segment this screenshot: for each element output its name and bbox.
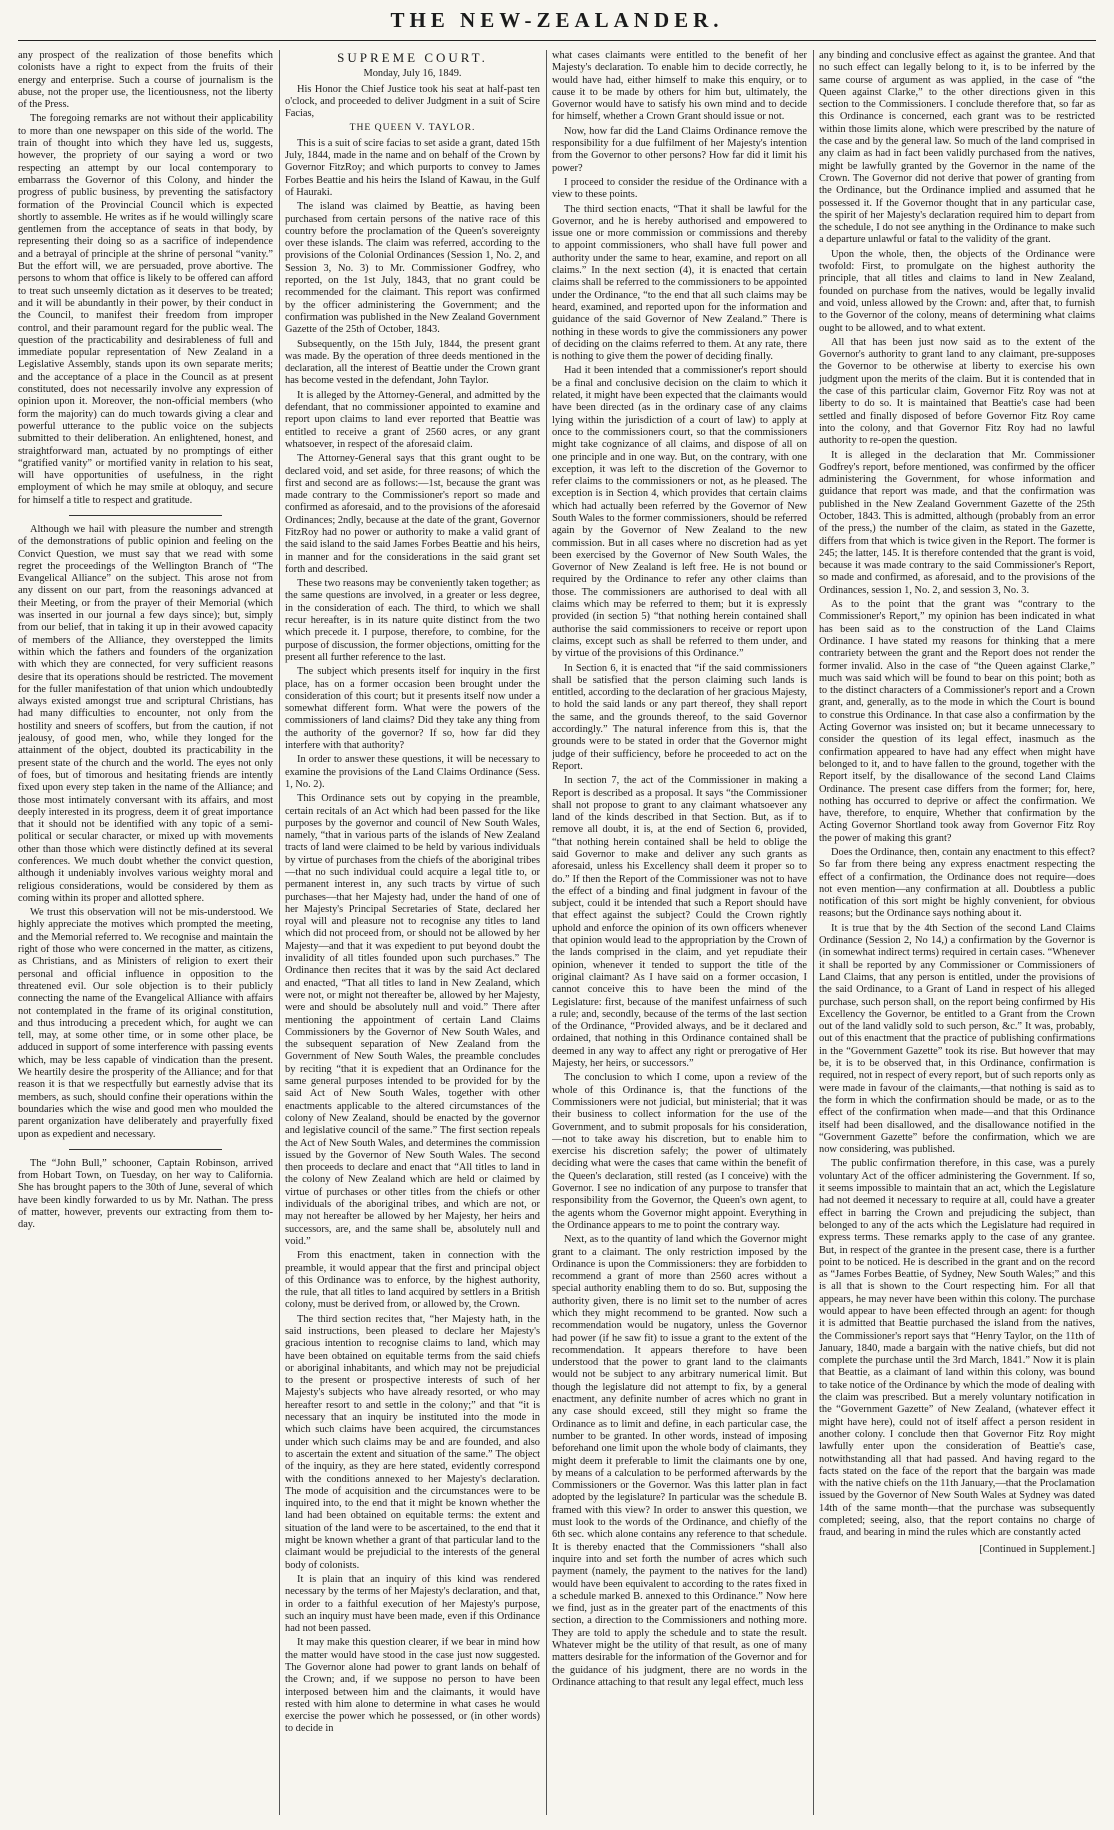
column-2 xyxy=(285,50,540,1820)
paragraph: All that has been just now said as to the extent of the Governor's authority to grant land to any claimant, pre-supposes the Governor to be otherwise at liberty to exercise his own judgment upon the merits of the claim. But it is contended that in the case of this particular claim, Governor Fitz Roy was not at liberty to do so. It is maintained that Beattie's case had been settled and finally disposed of before Governor Fitz Roy came into the colony, and that Governor Fitz Roy had no lawful authority to re-open the question. xyxy=(819,336,1095,447)
paragraph: The public confirmation therefore, in this case, was a purely voluntary Act of the officer administering the Government. If so, it seems impossible to maintain that an act, which the Legislature had not deemed it necessary to require at all, could have a greater effect in barring the Crown and prejudicing the subject, than belonged to any of the acts which the Legislature had required in express terms. These remarks apply to the case of any grantee. But, in respect of the grantee in the present case, there is a further point to be noticed. He is described in the grant and on the record as “James Forbes Beattie, of Sydney, New South Wales;” and this is all that is shown to the Court respecting him. For all that appears, he may never have been within this colony. The purchase would appear to have been effected through an agent: for though it is admitted that Beattie purchased the island from the natives, the Commissioner's report says that “Henry Taylor, on the 11th of January, 1840, made a bargain with the native chiefs, but did not complete the purchase until the 3rd March, 1841.” Now it is plain that Beattie, as a claimant of land within this colony, was bound to take notice of the Ordinance by which the mode of dealing with the claim was prescribed. But a merely voluntary notification in the “Government Gazette” of New Zealand, (whatever effect it might have here), could not of itself affect a person resident in another colony. I conclude then that Governor Fitz Roy might lawfully enter upon the consideration of Beattie's case, notwithstanding all that had passed. And having regard to the facts stated on the face of the report that the bargain was made with the native chiefs on the 11th January,—that the Proclamation issued by the Governor of New South Wales at Sydney was dated 14th of the same month—that the purchase was subsequently completed; seeing, also, that the report contains no charge of fraud, and bearing in mind the rules which are constantly acted xyxy=(819,1158,1095,1539)
paragraph: The conclusion to which I come, upon a review of the whole of this Ordinance is, that the functions of the Commissioners were not judicial, but ministerial; that it was their business to collect information for the use of the Government, and to submit proposals for his consideration,—not to take away his discretion, but to enable him to exercise his discretion safely; the power of ultimately deciding what were the cases that came within the benefit of the Queen's declaration, still rested (as I conceive) with the Governor. I see no indication of any purpose to transfer that responsibility from the Governor, the Queen's own agent, to the agents whom the Governor might appoint. Everything in the Ordinance appears to me to point the contrary way. xyxy=(552,1072,807,1231)
paragraph: Subsequently, on the 15th July, 1844, the present grant was made. By the operation of three deeds mentioned in the declaration, all the interest of Beattie under the Crown grant has become vested in the defendant, John Taylor. xyxy=(285,338,540,387)
paragraph: Next, as to the quantity of land which the Governor might grant to a claimant. The only restriction imposed by the Ordinance is upon the Commissioners: they are forbidden to recommend a grant of more than 2560 acres without a special authority enabling them to do so. But, supposing the authority given, there is no limit set to the number of acres which they might recommend to be granted. Now such a recommendation would be nugatory, unless the Governor had power (if he saw fit) to issue a grant to the extent of the recommendation. It appears therefore to have been understood that the power to grant land to the claimants would not be subject to any arbitrary numerical limit. But though the legislature did not attempt to fix, by a general enactment, any definite number of acres which no grant in any case should exceed, still they might so frame the Ordinance as to limit and define, in each particular case, the number to be granted. In other words, instead of imposing beforehand one limit upon the whole body of claimants, they might deem it preferable to limit the claimants one by one, by means of a calculation to be performed afterwards by the Commissioners or the Governor. Was this latter plan in fact adopted by the legislature? In particular was the schedule B. framed with this view? In order to answer this question, we must look to the words of the Ordinance, and chiefly of the 6th sec. which alone contains any reference to that schedule. It is thereby enacted that the Commissioners “shall also inquire into and set forth the number of acres which such payment (namely, the payment to the natives for the land) would have been equivalent to according to the rates fixed in a schedule marked B. annexed to this Ordinance.” Now here we find, just as in the greater part of the enactments of this section, a direction to the Commissioners and nothing more. They are told to apply the schedule and to state the result. Whatever might be the utility of that result, as one of many matters desirable for the information of the Governor and for the guidance of his judgment, there are no words in the Ordinance attaching to that result any legal effect, much less xyxy=(552,1234,807,1688)
paragraph: Does the Ordinance, then, contain any enactment to this effect? So far from there being any express enactment respecting the effect of a confirmation, the Ordinance does not require—does not even mention—any confirmation at all. Doubtless a public notification of this sort might be highly convenient, for obvious reasons; but the Ordinance says nothing about it. xyxy=(819,847,1095,920)
paragraph: It is alleged by the Attorney-General, and admitted by the defendant, that no commissioner appointed to examine and report upon claims to land ever reported that Beattie was entitled to receive a grant of 2560 acres, or any grant whatsoever, in respect of the aforesaid claim. xyxy=(285,389,540,450)
article-separator xyxy=(69,515,222,516)
paragraph: The subject which presents itself for inquiry in the first place, has on a former occasion been brought under the consideration of this court; but it presents itself now under a somewhat different form. What were the powers of the commissioners of land claims? Did they take any thing from the authority of the governor? If so, how far did they interfere with that authority? xyxy=(285,666,540,752)
paragraph: The island was claimed by Beattie, as having been purchased from certain persons of the native race of this country before the proclamation of the Queen's sovereignty over these islands. The claim was referred, according to the provisions of the Colonial Ordinances (Session 1, No. 2, and Session 3, No. 3) to Mr. Commissioner Godfrey, who reported, on the 1st July, 1843, that no grant could be recommended for the claimant. This report was confirmed by the officer administering the Government; and the confirmation was published in the New Zealand Government Gazette of the 25th of October, 1843. xyxy=(285,201,540,336)
continuation-note: [Continued in Supplement.] xyxy=(979,1543,1095,1555)
column-rule xyxy=(546,50,547,1815)
paragraph: what cases claimants were entitled to the benefit of her Majesty's declaration. To enable him to decide correctly, he would have had, either himself to make this enquiry, or to cause it to be made by others for him but, ultimately, the Governor would have to satisfy his own mind and to decide for himself, whether a Crown Grant should issue or not. xyxy=(552,50,807,123)
paragraph: Had it been intended that a commissioner's report should be a final and conclusive decision on the claim to which it related, it might have been expected that the claimants would have been directed (as in the ordinary case of any claims lying within the jurisdiction of a court of law) to apply at once to the commissioners court, so that the commissioners might take cognizance of all claims, and dispose of all on one principle and in one way. But, on the contrary, with one exception, it was left to the discretion of the Governor to refer claims to the commissioners or not, as he pleased. The exception is in Section 4, which provides that certain claims which had actually been referred by the Governor of New South Wales to the former commissioners, should be referred again by the Governor of New Zealand to the new commission. But in all cases where no discretion had as yet been exercised by the Governor of New South Wales, the Governor of New Zealand is left free. He is not bound or required by the Ordinance to refer any other claims than those. The commissioners are authorised to deal with all claims which may be referred to them; but it is expressly provided (in section 5) “that nothing herein contained shall authorise the said commissioners to receive or report upon claims, except such as shall be referred to them under, and by virtue of the provisions of this Ordinance.” xyxy=(552,365,807,660)
paragraph: I proceed to consider the residue of the Ordinance with a view to these points. xyxy=(552,176,807,201)
paragraph: The third section enacts, “That it shall be lawful for the Governor, and he is hereby authorised and empowered to issue one or more commission or commissions and thereby to appoint commissioners, who shall have full power and authority under the same to hear, examine, and report on all claims.” In the next section (4), it is enacted that certain claims shall be referred to the commissioners to be appointed under the Ordinance, “to the end that all such claims may be heard, examined, and reported upon for the information and guidance of the said Governor of New Zealand.” There is nothing in these words to give the commissioners any power of deciding on the claims referred to them. At any rate, there is nothing to give them the power of deciding finally. xyxy=(552,203,807,363)
paragraph: It is plain that an inquiry of this kind was rendered necessary by the terms of her Majesty's declaration, and that, in order to a faithful execution of her Majesty's purpose, such an inquiry must have been made, even if this Ordinance had not been passed. xyxy=(285,1573,540,1635)
case-title: THE QUEEN V. TAYLOR. xyxy=(349,122,476,134)
paragraph: From this enactment, taken in connection with the preamble, it would appear that the first and principal object of this Ordinance was to enforce, by the highest authority, the rule, that all titles to land acquired by settlers in a British colony, must be derived from, or allowed by, the Crown. xyxy=(285,1250,540,1311)
paragraph: The “John Bull,” schooner, Captain Robinson, arrived from Hobart Town, on Tuesday, on her way to California. She has brought papers to the 30th of June, several of which have been kindly forwarded to us by Mr. Nathan. The press of matter, however, prevents our extracting from them to-day. xyxy=(18,1157,273,1231)
column-rule xyxy=(279,50,280,1815)
paragraph: This is a suit of scire facias to set aside a grant, dated 15th July, 1844, made in the name and on behalf of the Crown by Governor FitzRoy; and which purports to convey to James Forbes Beattie and his heirs the Island of Kawau, in the Gulf of Hauraki. xyxy=(285,137,540,198)
paragraph: In section 7, the act of the Commissioner in making a Report is described as a proposal. It says “the Commissioner shall not propose to grant to any claimant whatsoever any land of the kinds described in that Section. But, as if to remove all doubt, it is, at the end of Section 6, provided, “that nothing herein contained shall be held to oblige the said Governor to make and deliver any such grants as aforesaid, unless his Excellency shall deem it proper so to do.” If then the Report of the Commissioner was not to have the effect of a binding and final judgment in favour of the subject, could it be intended that such a Report should have that effect against the subject? Could the Crown rightly uphold and enforce the opinion of its own officers whenever that opinion would lead to the appropriation by the Crown of the lands comprised in the claim, and yet repudiate their opinion, whenever it tended to support the title of the original claimant? As I have said on a former occasion, I cannot conceive this to have been the mind of the Legislature: first, because of the manifest unfairness of such a rule; and, secondly, because of the terms of the last section of the Ordinance, “Provided always, and be it declared and ordained, that nothing in this Ordinance contained shall be deemed in any way to affect any right or prerogative of Her Majesty, her heirs, or successors.” xyxy=(552,775,807,1070)
paragraph: In Section 6, it is enacted that “if the said commissioners shall be satisfied that the person claiming such lands is entitled, according to the declaration of her gracious Majesty, to hold the said lands or any part thereof, they shall report the same, and the grounds thereof, to the said Governor accordingly.” The natural inference from this is, that the grounds were to be stated in order that the Governor might judge of their sufficiency, before he proceeded to act on the Report. xyxy=(552,662,807,772)
paragraph: The foregoing remarks are not without their applicability to more than one newspaper on this side of the world. The train of thought into which they have led us, suggests, however, the propriety of our saying a word or two respecting an attempt by our local contemporary to embarrass the Governor of this Colony, and hinder the progress of public business, by preventing the satisfactory formation of the Provincial Council which is expected shortly to assemble. He writes as if he would willingly scare gentlemen from the acceptance of seats in that body, by representing their doing so as a sacrifice of independence and a betrayal of principle at the shrine of personal “vanity.” But the effort will, we are persuaded, prove abortive. The persons to whom that office is likely to be offered can afford to treat such unseemly dictation as it deserves to be treated; and it will be abundantly in their power, by their conduct in the Council, to manifest their freedom from improper control, and their paramount regard for the public weal. The question of the practicability and desirableness of full and immediate popular representation of New Zealand in a Legislative Assembly, stands upon its own separate merits; and the acceptance of a place in the Council as at present constituted, does not necessarily involve any expression of opinion upon it. Moreover, the non-official members (who form the majority) can do much towards giving a clear and powerful utterance to the public voice on the subjects submitted to their deliberation. An enlightened, honest, and straightforward man, actuated by no promptings of either “gratified vanity” or mortified vanity in relation to his seat, will have opportunities of usefulness, in the right employment of which he may smile at obloquy, and secure for himself a title to respect and gratitude. xyxy=(18,113,273,506)
paragraph: This Ordinance sets out by copying in the preamble, certain recitals of an Act which had been passed for the like purposes by the governor and council of New South Wales, namely, “that in various parts of the islands of New Zealand tracts of land were claimed to be held by various individuals by virtue of purchases from the chiefs of the aboriginal tribes—that no such individual could acquire a legal title to, or permanent interest in, any such tracts by virtue of such purchases—that her Majesty had, under the hand of one of her Majesty's Principal Secretaries of State, declared her royal will and pleasure not to recognise any titles to land which did not proceed from, or should not be allowed by her Majesty—and that it was expedient to put beyond doubt the invalidity of all titles founded upon such purchases.” The Ordinance then recites that it was by the said Act declared and enacted, “That all titles to land in New Zealand, which were not, or might not thereafter be, allowed by her Majesty, were and should be absolutely null and void.” There after mentioning the appointment of certain Land Claims Commissioners by the Governor of New South Wales, and the subsequent separation of New Zealand from the Government of New South Wales, the preamble concludes by reciting “that it is expedient that an Ordinance for the same general purposes intended to be provided for by the said Act of New South Wales, together with other enactments applicable to the altered circumstances of the colony of New Zealand, should be enacted by the governor and legislative council of the same.” The first section repeals the Act of New South Wales, and determines the commission issued by the Governor of New South Wales. The second then proceeds to declare and enact that “All titles to land in the colony of New Zealand which are held or claimed by virtue of purchases or other titles from the chiefs or other individuals of the aboriginal tribes, and which are not, or may not hereafter be allowed by her Majesty, her heirs and successors, are, and the same shall be, absolutely null and void.” xyxy=(285,793,540,1247)
column-4 xyxy=(819,50,1095,1820)
section-heading: SUPREME COURT. xyxy=(337,50,488,65)
paragraph: It is alleged in the declaration that Mr. Commissioner Godfrey's report, before mentioned, was confirmed by the officer administering the Government, for whose information and guidance that report was made, and that the confirmation was published in the New Zealand Government Gazette of the 25th October, 1843. This is admitted, although (probably from an error of the press,) the number of the claim, as stated in the Gazette, differs from that which is twice given in the Report. The former is 245; the latter, 145. It is therefore contended that the grant is void, because it was made contrary to the said Commissioner's Report, so made and confirmed, as aforesaid, and to the provisions of the Ordinances, session 1, No. 2, and session 3, No. 3. xyxy=(819,449,1095,596)
column-rule xyxy=(813,50,814,1815)
paragraph: We trust this observation will not be mis-understood. We highly appreciate the motives which prompted the meeting, and the Memorial referred to. We recognise and maintain the right of those who were concerned in the matter, as citizens, as Christians, and as Ministers of religion to exert their personal and official influence in opposition to the threatened evil. Our sole objection is to their publicly connecting the name of the Evangelical Alliance with affairs not contemplated in the frame of its original constitution, and thus introducing a precedent which, for aught we can tell, may, at some other time, or in some other place, be adduced in support of some interference with passing events which, may be less capable of vindication than the present. We heartily desire the prosperity of the Alliance; and for that reason it is that we respectfully but earnestly advise that its members, as such, should confine their operations within the boundaries which the wise and good men who moulded the parent organization have deliberately and prayerfully fixed upon as expedient and necessary. xyxy=(18,907,273,1140)
masthead-rule xyxy=(18,40,1096,41)
dateline: Monday, July 16, 1849. xyxy=(363,68,462,80)
paragraph: The Attorney-General says that this grant ought to be declared void, and set aside, for three reasons; of which the first and second are as follows:—1st, because the grant was made contrary to the Commissioner's report so made and confirmed as aforesaid, and to the provisions of the aforesaid Ordinances; 2ndly, because at the date of the grant, Governor FitzRoy had no power or authority to make a valid grant of the said island to the said James Forbes Beattie and his heirs, in manner and for the considerations in the said grant set forth and described. xyxy=(285,453,540,575)
newspaper-title: THE NEW-ZEALANDER. xyxy=(390,8,724,32)
paragraph: Although we hail with pleasure the number and strength of the demonstrations of public opinion and feeling on the Convict Question, we must say that we read with some regret the proceedings of the Wellington Branch of “The Evangelical Alliance” on the subject. This arose not from any dissent on our part, from the reasonings advanced at their Meeting, or from the prayer of their Memorial (which was inserted in our journal a few days since); but, simply from our belief, that in taking it up in their avowed capacity of members of the Alliance, they overstepped the limits within which the fathers and founders of the organization with which they are connected, for very sufficient reasons desire that its operations should be restricted. The movement for the fuller manifestation of that union which undoubtedly always existed amongst true and scriptural Christians, has had many difficulties to encounter, not only from the hostility and sneers of scoffers, but from the caution, if not jealousy, of good men, who, while they longed for the attainment of the object, doubted its practicability in the present state of the church and the world. The eyes not only of foes, but of timorous and hesitating friends are intently fixed upon every step taken in the name of the Alliance; and those most intimately conversant with its affairs, and most deeply interested in its progress, deem it of great importance that it should not be identified with any topic of a semi-political or secular character, or mixed up with movements other than those which were distinctly defined at its several conferences. We much doubt whether the convict question, although it undeniably involves various weighty moral and religious considerations, would be considered by them as coming within its proper and allotted sphere. xyxy=(18,523,273,904)
paragraph: It may make this question clearer, if we bear in mind how the matter would have stood in the case just now suggested. The Governor alone had power to grant lands on behalf of the Crown; and, if we suppose no person to have been interposed between him and the claimants, it would have rested with him alone to determine in what cases he would exercise the power which he possessed, or (in other words) to decide in xyxy=(285,1637,540,1735)
paragraph: Now, how far did the Land Claims Ordinance remove the responsibility for a due fulfilment of her Majesty's intention from the Governor to other persons? How far did it limit his power? xyxy=(552,125,807,174)
column-1 xyxy=(18,50,273,1820)
paragraph: any prospect of the realization of those benefits which colonists have a right to expect from the fruits of their energy and enterprise. Such a course of journalism is the abuse, not the proper use, the licentiousness, not the liberty of the Press. xyxy=(18,50,273,111)
article-separator xyxy=(69,1149,222,1150)
paragraph: These two reasons may be conveniently taken together; as the same questions are involved, in a greater or less degree, in the consideration of each. The third, to which we shall recur hereafter, is in its nature quite distinct from the two which precede it. I purpose, therefore, to combine, for the purpose of discussion, the former objections, omitting for the present all further reference to the last. xyxy=(285,578,540,663)
paragraph: any binding and conclusive effect as against the grantee. And that no such effect can legally belong to it, is to be inferred by the same course of argument as was applied, in the case of “the Queen against Clarke,” to the other directions given in this section to the Commissioners. I conclude therefore that, so far as this Ordinance is concerned, each grant was to be restricted within those limits alone, which were prescribed by the nature of the case and by the general law. So much of the land comprised in any claim as had in fact been validly purchased from the natives, might be lawfully granted by the Governor in the name of the Crown. The Governor did not derive that power of granting from the Ordinance, but the Ordinance implied and assumed that he possessed it. If the Governor thought that in any particular case, the spirit of her Majesty's declaration required him to depart from the schedule, I do not see anything in the Ordinance to make such a departure unlawful or fatal to the validity of the grant. xyxy=(819,50,1095,246)
paragraph: His Honor the Chief Justice took his seat at half-past ten o'clock, and proceeded to deliver Judgment in a suit of Scire Facias, xyxy=(285,83,540,120)
paragraph: As to the point that the grant was “contrary to the Commissioner's Report,” my opinion has been indicated in what has been said as to the construction of the Land Claims Ordinance. I have stated my reasons for thinking that a mere contrariety between the grant and the Report does not render the former invalid. Also in the case of “the Queen against Clarke,” much was said which will be found to bear on this point; both as to the distinct characters of a Commissioner's report and a Crown grant, and, generally, as to the mode in which the Court is bound to construe this Ordinance. In that case also a confirmation by the Acting Governor was insisted on; but it became unnecessary to consider the question of its legal effect, inasmuch as the confirmation appeared to have had any effect when might have belonged to it, and to have fallen to the ground, together with the Report itself, by the disallowance of the second Land Claims Ordinance. The present case differs from the former; for, here, nothing has occurred to deprive or affect the confirmation. We have, therefore, to enquire, Whether that confirmation by the Acting Governor Shortland took away from Governor Fitz Roy the power of making this grant? xyxy=(819,599,1095,844)
paragraph: In order to answer these questions, it will be necessary to examine the provisions of the Land Claims Ordinance (Sess. 1, No. 2). xyxy=(285,754,540,790)
paragraph: It is true that by the 4th Section of the second Land Claims Ordinance (Session 2, No 14,) a confirmation by the Governor is (in somewhat indirect terms) required in certain cases. “Whenever it shall be reported by any Commissioner or Commissioners of Land Claims, that any person is entitled, under the provisions of the said Ordinance, to a Grant of Land in respect of his alleged purchase, such person shall, on the report being confirmed by His Excellency the Governor, be entitled to a Grant from the Crown out of the land validly sold to such person, &c.” It was, probably, out of this enactment that the practice of publishing confirmations in the “Government Gazette” took its rise. But however that may be, it is to be observed that, in this Ordinance, confirmation is required, not in respect of every report, but of such reports only as were made in favour of the claimants,—that nothing is said as to the form in which the confirmation should be made, or as to the effect of the confirmation when made—and that this Ordinance itself had been disallowed, and the disallowance notified in the “Government Gazette” before the confirmation, which we are now considering, was published. xyxy=(819,922,1095,1156)
column-3 xyxy=(552,50,807,1820)
masthead xyxy=(0,0,1114,40)
paragraph: Upon the whole, then, the objects of the Ordinance were twofold: First, to promulgate on the highest authority the principle, that all titles and claims to land in New Zealand, founded on purchase from the natives, would be legally invalid and void, unless allowed by the Crown: and, after that, to furnish to the Governor of the colony, means of determining what claims ought to be allowed, and to what extent. xyxy=(819,248,1095,334)
paragraph: The third section recites that, “her Majesty hath, in the said instructions, been pleased to declare her Majesty's gracious intention to recognise claims to land, which may have been obtained on equitable terms from the said chiefs or aboriginal inhabitants, and which may not be prejudicial to the present or prospective interests of such of her Majesty's subjects who have already resorted, or who may hereafter resort to and settle in the colony;” and that “it is necessary that an inquiry be instituted into the mode in which such claims have been acquired, the circumstances under which such claims may be and are founded, and also to ascertain the extent and situation of the same.” The object of the inquiry, as they are here stated, evidently correspond with the conditions annexed to her Majesty's declaration. The mode of acquisition and the circumstances were to be inquired into, to the end that it might be known whether the land had been obtained on equitable terms: the extent and situation of the land were to be ascertained, to the end that it might be known whether a grant of that particular land to the claimant would be prejudicial to the interests of the general body of colonists. xyxy=(285,1313,540,1571)
